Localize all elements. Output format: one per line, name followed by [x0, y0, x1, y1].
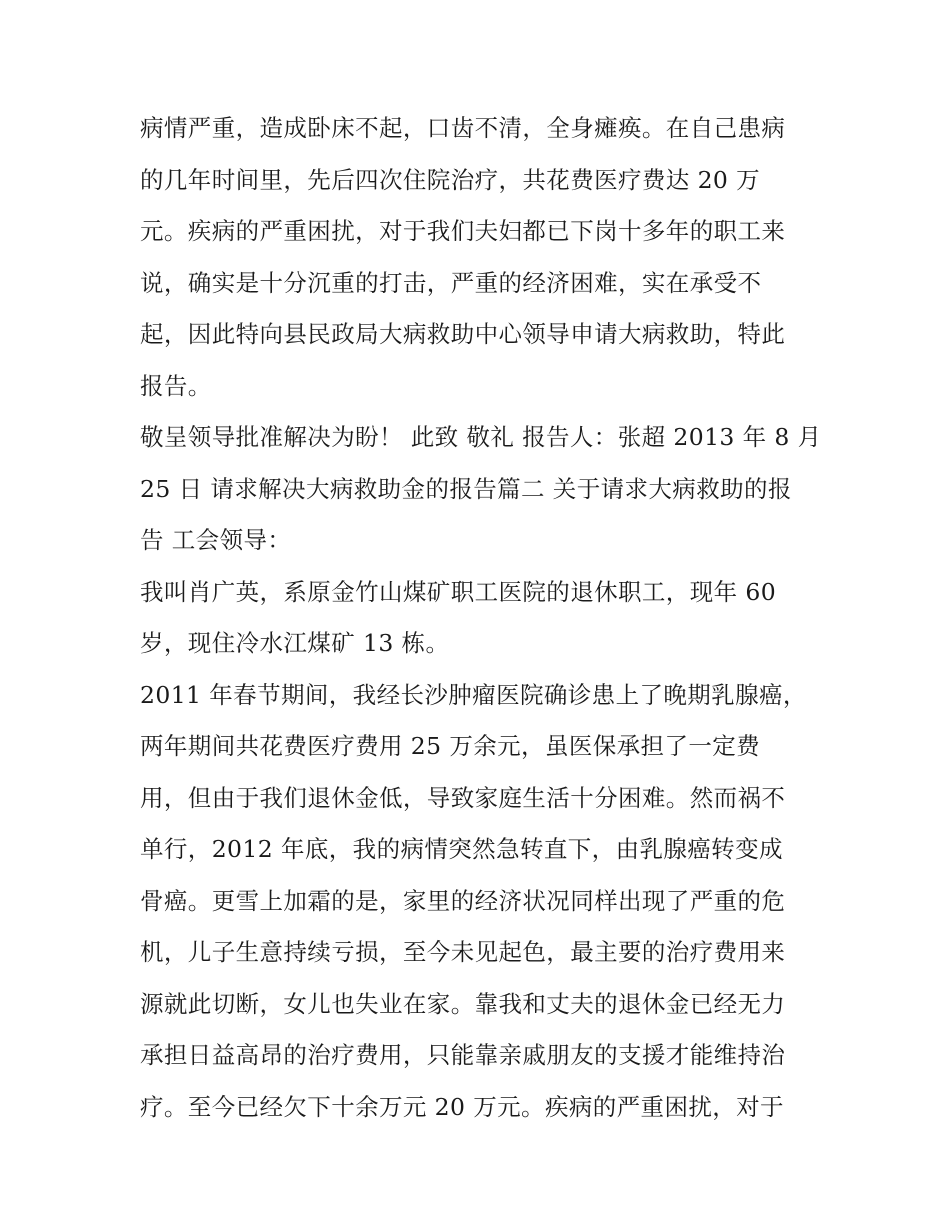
text-line: 岁，现住冷水江煤矿 13 栋。 — [140, 629, 450, 657]
text-line: 骨癌。更雪上加霜的是，家里的经济状况同样出现了严重的危 — [140, 886, 786, 915]
text-line: 单行，2012 年底，我的病情突然急转直下，由乳腺癌转变成 — [140, 835, 783, 863]
text-line: 起，因此特向县民政局大病救助中心领导申请大病救助，特此 — [140, 320, 786, 348]
text-line: 病情严重，造成卧床不起，口齿不清，全身瘫痪。在自己患病 — [140, 114, 786, 142]
text-line: 两年期间共花费医疗费用 25 万余元，虽医保承担了一定费 — [140, 732, 761, 760]
text-line: 用，但由于我们退休金低，导致家庭生活十分困难。然而祸不 — [140, 783, 786, 812]
text-line: 2011 年春节期间，我经长沙肿瘤医院确诊患上了晚期乳腺癌， — [140, 680, 807, 709]
text-line: 告 工会领导： — [140, 526, 292, 554]
text-line: 疗。至今已经欠下十余万元 20 万元。疾病的严重困扰，对于 — [140, 1092, 784, 1121]
text-line: 元。疾病的严重困扰，对于我们夫妇都已下岗十多年的职工来 — [140, 217, 786, 245]
text-line: 源就此切断，女儿也失业在家。靠我和丈夫的退休金已经无力 — [140, 989, 786, 1018]
text-line: 承担日益高昂的治疗费用，只能靠亲戚朋友的支援才能维持治 — [140, 1041, 786, 1069]
text-line: 25 日 请求解决大病救助金的报告篇二 关于请求大病救助的报 — [140, 474, 792, 503]
text-line: 敬呈领导批准解决为盼！ 此致 敬礼 报告人：张超 2013 年 8 月 — [140, 423, 822, 451]
document-body — [140, 103, 822, 1133]
text-line: 报告。 — [140, 371, 212, 400]
text-line: 说，确实是十分沉重的打击，严重的经济困难，实在承受不 — [140, 268, 762, 297]
text-line: 的几年时间里，先后四次住院治疗，共花费医疗费达 20 万 — [140, 165, 761, 194]
text-line: 机，儿子生意持续亏损，至今未见起色，最主要的治疗费用来 — [140, 938, 786, 966]
text-line: 我叫肖广英，系原金竹山煤矿职工医院的退休职工，现年 60 — [140, 577, 777, 606]
